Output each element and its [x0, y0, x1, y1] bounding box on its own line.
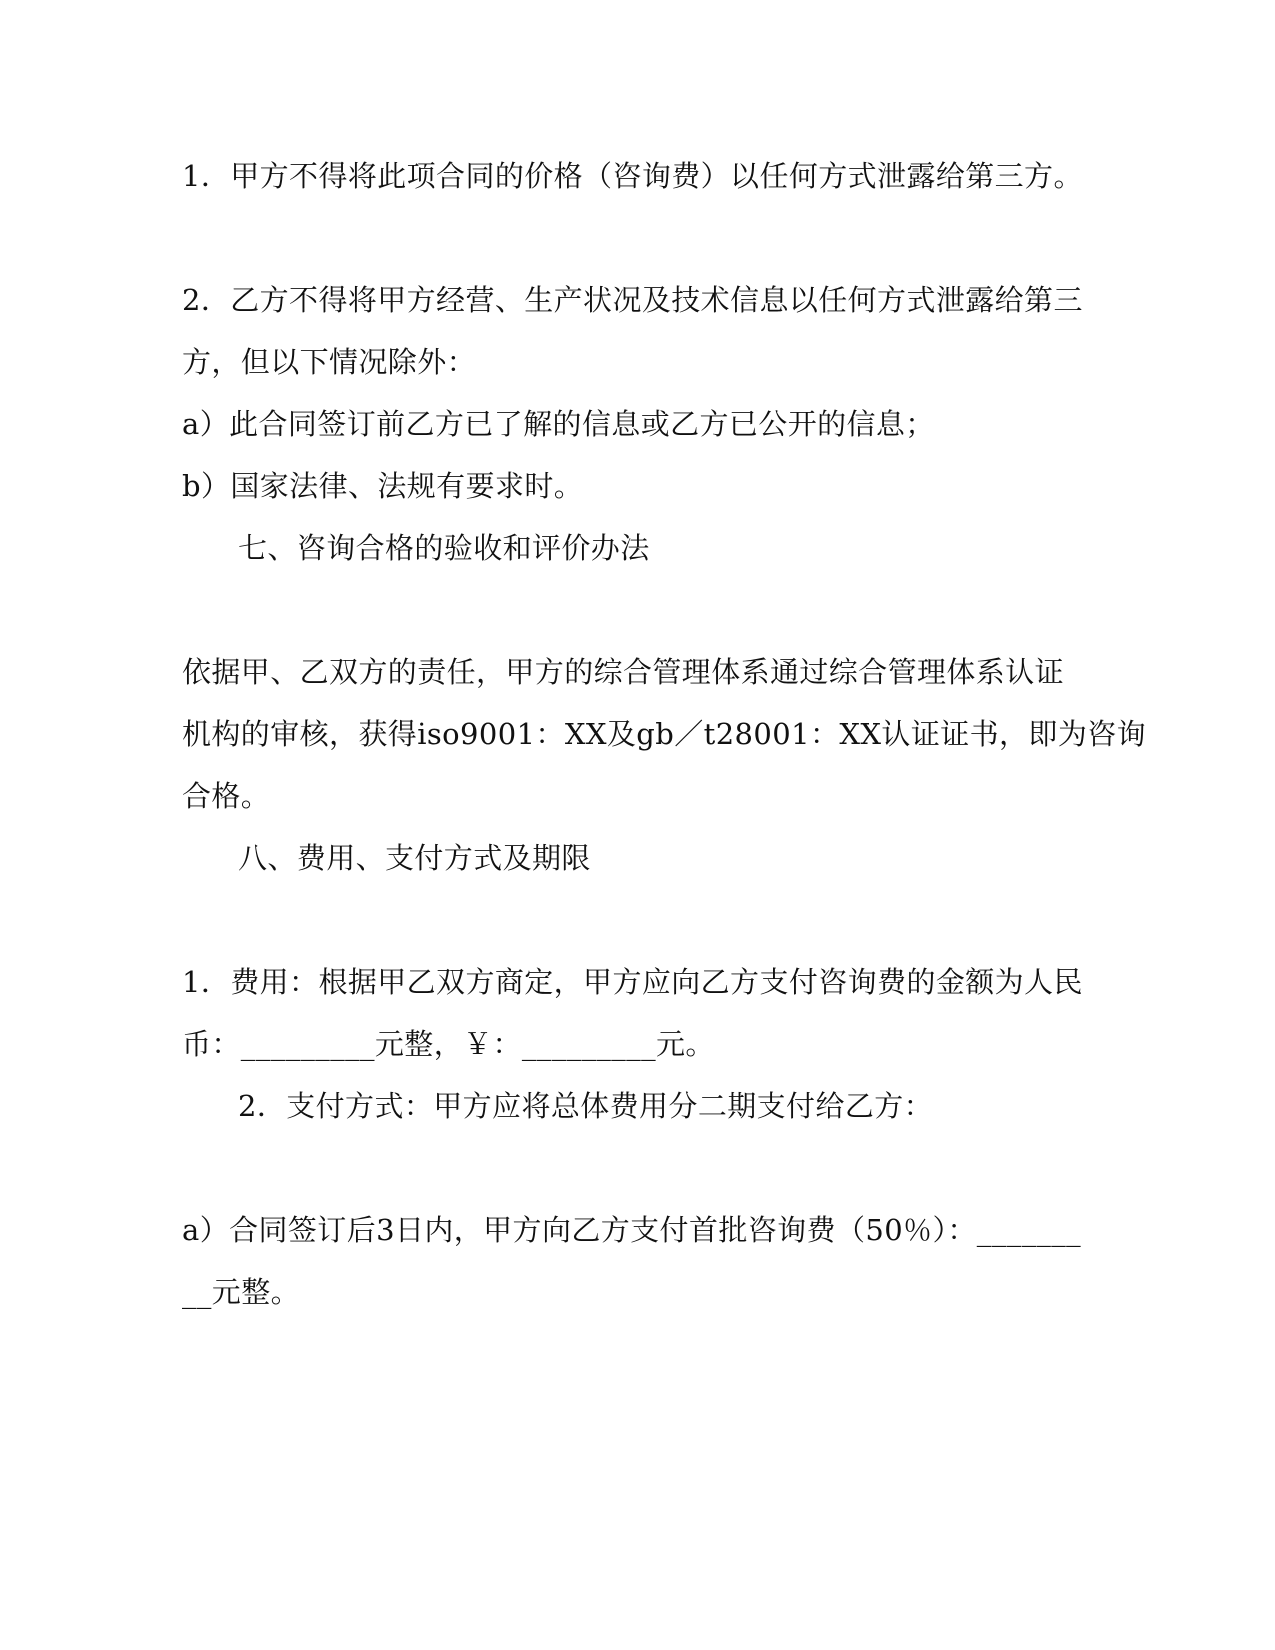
section-8-heading: 八、费用、支付方式及期限 — [238, 841, 591, 875]
fee-clause-line-1: 1．费用：根据甲乙双方商定，甲方应向乙方支付咨询费的金额为人民 — [182, 965, 1083, 999]
clause-2-continuation: 方，但以下情况除外： — [182, 345, 477, 379]
clause-2-exception-b: b）国家法律、法规有要求时。 — [182, 469, 584, 503]
payment-a-line-2: __元整。 — [182, 1275, 301, 1309]
payment-a-line-1: a）合同签订后3日内，甲方向乙方支付首批咨询费（50％）：_______ — [182, 1213, 1082, 1247]
section-7-paragraph-line-3: 合格。 — [182, 779, 271, 813]
section-7-paragraph-line-2: 机构的审核，获得iso9001：XX及gb／t28001：XX认证证书，即为咨询 — [182, 717, 1147, 751]
clause-1-price-confidentiality: 1．甲方不得将此项合同的价格（咨询费）以任何方式泄露给第三方。 — [182, 159, 1083, 193]
clause-2-info-confidentiality: 2．乙方不得将甲方经营、生产状况及技术信息以任何方式泄露给第三 — [182, 283, 1083, 317]
section-7-heading: 七、咨询合格的验收和评价办法 — [238, 531, 650, 565]
clause-2-exception-a: a）此合同签订前乙方已了解的信息或乙方已公开的信息； — [182, 407, 935, 441]
fee-clause-line-2: 币：_________元整，￥：_________元。 — [182, 1027, 715, 1061]
section-7-paragraph-line-1: 依据甲、乙双方的责任，甲方的综合管理体系通过综合管理体系认证 — [182, 655, 1065, 689]
payment-method-clause: 2．支付方式：甲方应将总体费用分二期支付给乙方： — [238, 1089, 934, 1123]
